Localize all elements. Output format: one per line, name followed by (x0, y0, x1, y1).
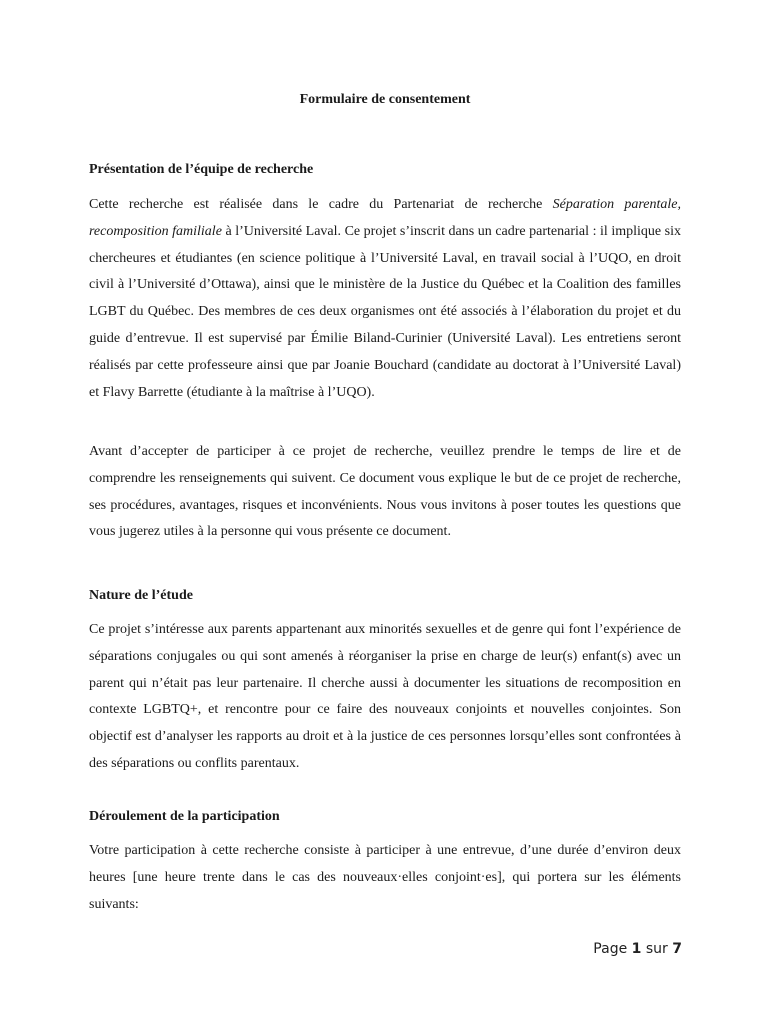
section-heading-participation: Déroulement de la participation (89, 809, 280, 824)
paragraph-text: Cette recherche est réalisée dans le cadre du Partenariat de recherche (89, 197, 553, 212)
page-label: Page (593, 941, 628, 957)
project-name-italic: Séparation parentale, recomposition familiale (89, 197, 681, 239)
current-page: 1 (631, 941, 642, 957)
paragraph-text: à l’Université Laval. Ce projet s’inscrit dans un cadre partenarial : il implique six chercheures et étudiantes (en science politique à l’Université Laval, en travail social à l’UQO, en droit civil à l’Université d’Ottawa), ainsi que le ministère de la Justice du Québec et la Coalition des familles LGBT du Québec. Des membres de ces deux organismes ont été associés à l’élaboration du projet et du guide d’entrevue. Il est supervisé par Émilie Biland-Curinier (Université Laval). Les entretiens seront réalisés par cette professeure ainsi que par Joanie Bouchard (candidate au doctorat à l’Université Laval) et Flavy Barrette (étudiante à la maîtrise à l’UQO). (89, 223, 682, 400)
page-number (593, 941, 682, 957)
section-heading-research-team: Présentation de l’équipe de recherche (89, 162, 314, 177)
section-heading-study-nature: Nature de l’étude (89, 588, 193, 603)
document-title: Formulaire de consentement (299, 92, 471, 107)
total-pages: 7 (672, 941, 682, 957)
paragraph-study-nature: Ce projet s’intéresse aux parents appartenant aux minorités sexuelles et de genre qui font l’expérience de séparations conjugales ou qui sont amenés à réorganiser la prise en charge de leur(s) enfant(s) avec un parent qui n’était pas leur partenaire. Il cherche aussi à documenter les situations de recomposition en contexte LGBTQ+, et rencontre pour ce faire des nouveaux conjoints et nouvelles conjointes. Son objectif est d’analyser les rapports au droit et à la justice de ces personnes lorsqu’elles sont confrontées à des séparations ou conflits parentaux. (89, 622, 681, 771)
of-label: sur (645, 941, 668, 957)
paragraph-research-team (89, 192, 681, 406)
paragraph-before-accepting: Avant d’accepter de participer à ce projet de recherche, veuillez prendre le temps de lire et de comprendre les renseignements qui suivent. Ce document vous explique le but de ce projet de recherche, ses procédures, avantages, risques et inconvénients. Nous vous invitons à poser toutes les questions que vous jugerez utiles à la personne qui vous présente ce document. (89, 444, 681, 540)
paragraph-participation: Votre participation à cette recherche consiste à participer à une entrevue, d’une durée d’environ deux heures [une heure trente dans le cas des nouveaux·elles conjoint·es], qui portera sur les éléments suivants: (89, 843, 681, 912)
